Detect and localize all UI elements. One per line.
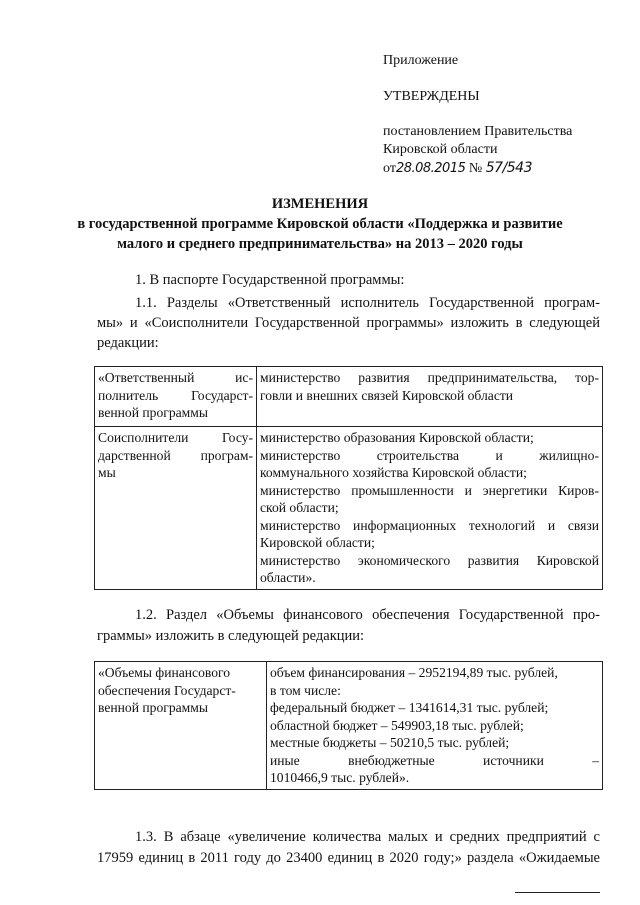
table-cell xyxy=(95,367,257,427)
table-cell xyxy=(95,662,267,790)
date-prefix: от xyxy=(383,161,396,176)
cell-line: 1010466,9 тыс. рублей». xyxy=(270,770,410,785)
decree-line-2: Кировской области xyxy=(383,142,498,157)
responsible-executors-table xyxy=(94,366,603,590)
cell-line: министерство экономического развития Кировской xyxy=(260,552,599,568)
cell-line: венной программы xyxy=(98,405,209,420)
cell-line: федеральный бюджет – 1341614,31 тыс. рублей; xyxy=(270,700,549,715)
doc-title-line-2: малого и среднего предпринимательства» на 2013 – 2020 годы xyxy=(117,236,523,252)
cell-line: «Объемы финансового xyxy=(98,665,231,680)
doc-heading: ИЗМЕНЕНИЯ xyxy=(271,196,369,212)
item-1-3-line-2: 17959 единиц в 2011 году до 23400 единиц в 2020 году;» раздела «Ожидаемые xyxy=(97,850,600,866)
cell-line: области». xyxy=(260,570,316,585)
cell-line: министерство строительства и жилищно- xyxy=(260,447,599,463)
decree-date-line xyxy=(383,159,532,178)
cell-line: дарственной програм- xyxy=(98,447,253,463)
cell-line: Соисполнители Госу- xyxy=(98,430,253,445)
table-cell xyxy=(267,662,603,790)
item-1-3-line-1: 1.3. В абзаце «увеличение количества малых и средних предприятий с xyxy=(135,829,600,845)
table-row xyxy=(95,367,603,427)
item-1-1-line-2: мы» и «Соисполнители Государственной программы» изложить в следующей xyxy=(97,315,600,331)
cell-line: министерство промышленности и энергетики Киров- xyxy=(260,482,599,498)
cell-line: коммунального хозяйства Кировской области; xyxy=(260,465,527,480)
cell-line: объем финансирования – 2952194,89 тыс. рублей, xyxy=(270,665,558,680)
cell-line: говли и внешних связей Кировской области xyxy=(260,387,514,403)
table-cell xyxy=(257,367,603,427)
cell-line: «Ответственный ис- xyxy=(98,370,253,385)
cell-line: обеспечения Государст- xyxy=(98,682,236,698)
item-1-1-line-3: редакции: xyxy=(97,335,159,351)
handwritten-date: 28.08.2015 xyxy=(395,161,466,176)
financing-volume-table xyxy=(94,661,603,790)
appendix-label: Приложение xyxy=(383,53,459,68)
cell-line: иные внебюджетные источники – xyxy=(270,752,599,768)
approved-label: УТВЕРЖДЕНЫ xyxy=(383,89,480,104)
cell-line: министерство информационных технологий и связи xyxy=(260,517,599,533)
doc-title-line-1: в государственной программе Кировской области «Поддержка и развитие xyxy=(77,216,563,232)
cell-line: венной программы xyxy=(98,700,209,715)
item-1-1-line-1: 1.1. Разделы «Ответственный исполнитель Государственной програм- xyxy=(135,295,600,311)
table-row xyxy=(95,427,603,590)
table-row xyxy=(95,662,603,790)
cell-line: областной бюджет – 549903,18 тыс. рублей; xyxy=(270,717,524,733)
cell-line: министерство развития предпринимательства, тор- xyxy=(260,370,599,385)
handwritten-number: 57/543 xyxy=(485,160,532,176)
cell-line: мы xyxy=(98,465,116,480)
footer-rule xyxy=(515,892,600,893)
decree-line-1: постановлением Правительства xyxy=(383,124,573,139)
table-cell xyxy=(257,427,603,590)
cell-line: Кировской области; xyxy=(260,535,375,550)
cell-line: ской области; xyxy=(260,500,339,515)
item-1-2-line-2: граммы» изложить в следующей редакции: xyxy=(97,628,365,644)
item-1: 1. В паспорте Государственной программы: xyxy=(135,272,405,288)
item-1-2-line-1: 1.2. Раздел «Объемы финансового обеспечения Государственной про- xyxy=(135,607,600,623)
cell-line: в том числе: xyxy=(270,682,341,698)
cell-line: полнитель Государст- xyxy=(98,387,253,403)
cell-line: местные бюджеты – 50210,5 тыс. рублей; xyxy=(270,735,510,750)
table-cell xyxy=(95,427,257,590)
cell-line: министерство образования Кировской области; xyxy=(260,430,534,445)
number-sign: № xyxy=(468,161,483,176)
